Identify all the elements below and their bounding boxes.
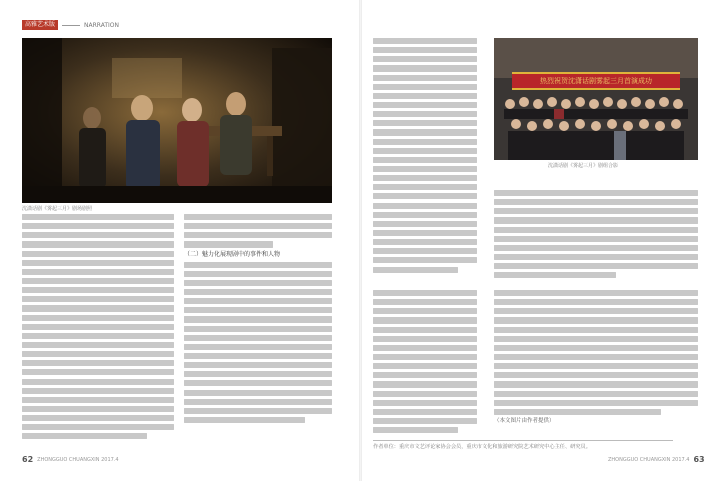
right-photo-caption: 沈潇话剧《雾起三月》剧组合影 [548, 163, 619, 169]
author-bio [373, 440, 673, 451]
image-credit: （本文图片由作者提供） [494, 417, 555, 424]
left-page-header [22, 20, 119, 30]
right-page-footer [608, 455, 705, 464]
bio-rule [373, 440, 673, 441]
right-footer-text: ZHONGGUO CHUANGXIN 2017.4 [608, 456, 690, 463]
right-body-column-2-top [494, 190, 698, 284]
left-footer-text: ZHONGGUO CHUANGXIN 2017.4 [37, 456, 119, 463]
section-subheading: （二）魅力化展现剧中的事件和人物 [184, 250, 281, 258]
page-gutter [359, 0, 362, 481]
section-label: NARRATION [84, 21, 119, 29]
left-body-column-1 [22, 214, 174, 446]
magazine-logo: 高雅艺术版 [22, 20, 58, 30]
cast-group-photo [494, 38, 698, 160]
stage-performance-photo [22, 38, 332, 203]
banner-text: 热烈祝贺沈潇话剧雾起三月首演成功 [540, 77, 652, 85]
left-body-column-2 [184, 214, 332, 446]
right-body-column-2-lower [494, 290, 698, 436]
right-body-column-1-lower [373, 290, 477, 436]
right-page-number: 63 [693, 455, 705, 464]
header-rule [62, 25, 80, 26]
right-body-column-1 [373, 38, 477, 284]
left-photo-caption: 沈潇话剧《雾起三月》剧场剧照 [22, 206, 93, 212]
left-page-number: 62 [22, 455, 34, 464]
author-note: 作者单位：重庆市文艺评论家协会会员，重庆市文化和旅游研究院艺术研究中心主任、研究员。 [373, 444, 591, 450]
left-page-footer [22, 455, 119, 464]
